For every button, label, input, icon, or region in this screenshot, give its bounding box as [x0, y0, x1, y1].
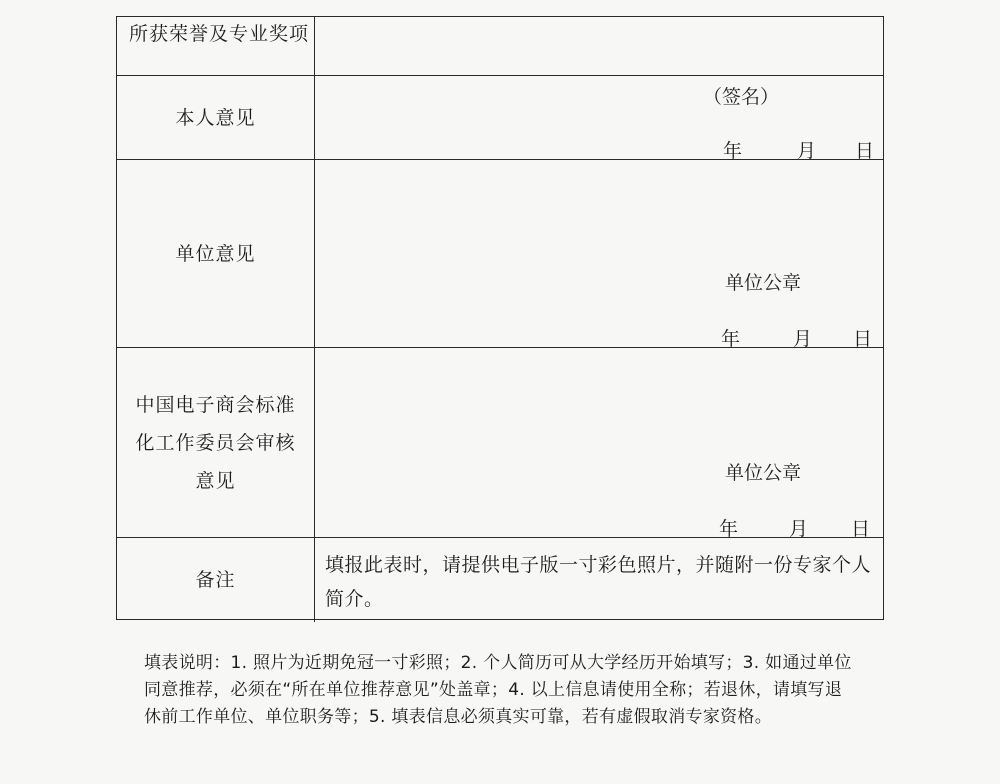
committee-label-line-1: 中国电子商会标准 [135, 394, 296, 416]
unit-opinion-row [117, 159, 883, 348]
committee-label-line-2: 化工作委员会审核 [135, 432, 296, 454]
fill-instructions: 填表说明：1. 照片为近期免冠一寸彩照；2. 个人简历可从大学经历开始填写；3. 如通过单位同意推荐，必须在“所在单位推荐意见”处盖章；4. 以上信息请使用全称；若退休，请填写退休前工作单位、单位职务等；5. 填表信息必须真实可靠，若有虚假取消专家资格。 [144, 653, 852, 727]
committee-label-line-3: 意见 [195, 470, 236, 492]
signature-label: （签名） [703, 86, 780, 108]
date-day: 日 [855, 140, 875, 162]
honors-field[interactable] [315, 17, 883, 75]
remarks-field [315, 538, 883, 622]
personal-opinion-row [117, 75, 883, 160]
remarks-label: 备注 [117, 538, 315, 622]
remarks-row [117, 537, 883, 622]
date-year: 年 [719, 518, 739, 540]
date-month: 月 [789, 518, 809, 540]
date-year: 年 [721, 328, 741, 350]
unit-opinion-field[interactable] [315, 160, 883, 348]
committee-opinion-row [117, 347, 883, 538]
date-day: 日 [853, 328, 873, 350]
committee-opinion-label [117, 348, 315, 538]
unit-seal-label: 单位公章 [725, 272, 802, 294]
date-day: 日 [851, 518, 871, 540]
honors-label: 所获荣誉及专业奖项 [117, 17, 315, 75]
honors-row [117, 17, 883, 75]
date-month: 月 [793, 328, 813, 350]
committee-opinion-field[interactable] [315, 348, 883, 538]
date-year: 年 [723, 140, 743, 162]
personal-opinion-field[interactable] [315, 76, 883, 160]
date-month: 月 [797, 140, 817, 162]
remarks-text: 填报此表时，请提供电子版一寸彩色照片，并随附一份专家个人简介。 [325, 554, 872, 610]
personal-opinion-label: 本人意见 [117, 76, 315, 160]
unit-opinion-label: 单位意见 [117, 160, 315, 348]
expert-application-form [116, 16, 884, 620]
committee-seal-label: 单位公章 [725, 462, 802, 484]
